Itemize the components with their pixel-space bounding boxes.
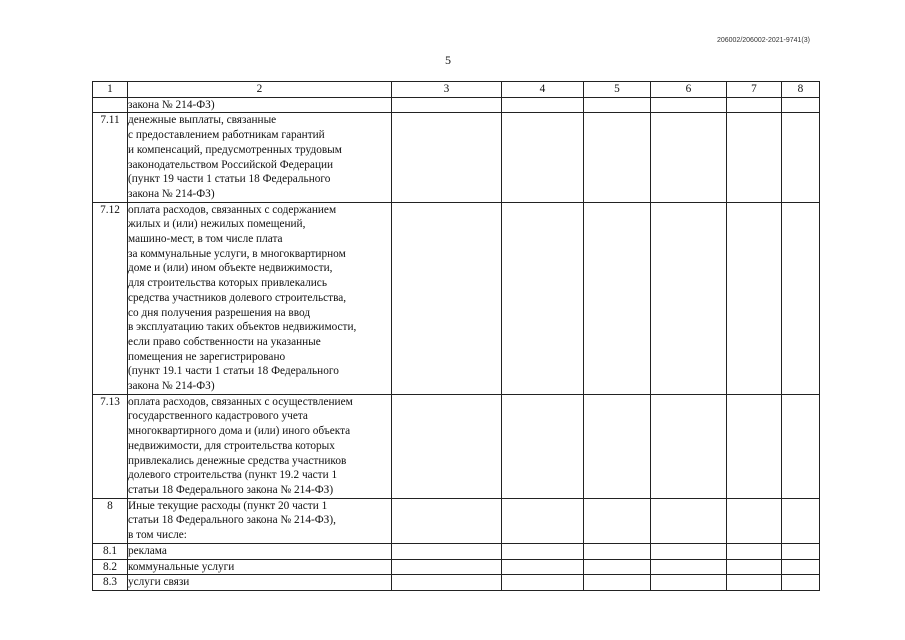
description-line: реклама [128,544,167,557]
description-line: и компенсаций, предусмотренных трудовым [128,143,342,156]
row-description [128,498,392,543]
expenses-table [92,81,820,591]
row-description [128,97,392,113]
description-line: денежные выплаты, связанные [128,114,277,127]
row-number: 8 [93,498,128,543]
row-number [93,97,128,113]
description-line: жилых и (или) нежилых помещений, [128,218,306,231]
description-line: Иные текущие расходы (пункт 20 части 1 [128,499,328,512]
value-cell-7 [727,97,782,113]
row-number: 8.1 [93,543,128,559]
value-cell-5 [584,113,651,202]
row-number: 8.3 [93,575,128,591]
table-row [93,394,820,498]
value-cell-6 [651,543,727,559]
value-cell-3 [392,575,502,591]
value-cell-3 [392,559,502,575]
table-row [93,543,820,559]
value-cell-8 [782,498,820,543]
value-cell-4 [502,97,584,113]
header-cell-7: 7 [727,82,782,98]
value-cell-3 [392,394,502,498]
header-cell-2: 2 [128,82,392,98]
value-cell-6 [651,202,727,394]
description-line: недвижимости, для строительства которых [128,439,335,452]
description-line: услуги связи [128,576,190,589]
value-cell-4 [502,394,584,498]
value-cell-5 [584,559,651,575]
description-line: государственного кадастрового учета [128,410,308,423]
header-cell-4: 4 [502,82,584,98]
value-cell-6 [651,559,727,575]
description-line: долевого строительства (пункт 19.2 части 1 [128,469,338,482]
description-line: в эксплуатацию таких объектов недвижимости, [128,321,357,334]
value-cell-8 [782,559,820,575]
row-description [128,202,392,394]
value-cell-6 [651,575,727,591]
table-row [93,575,820,591]
description-line: оплата расходов, связанных с содержанием [128,203,337,216]
description-line: многоквартирного дома и (или) иного объекта [128,425,351,438]
table-row [93,202,820,394]
value-cell-7 [727,394,782,498]
value-cell-3 [392,202,502,394]
value-cell-6 [651,394,727,498]
table-row [93,498,820,543]
table-row [93,559,820,575]
value-cell-5 [584,394,651,498]
value-cell-7 [727,575,782,591]
row-number: 7.13 [93,394,128,498]
value-cell-4 [502,575,584,591]
table-row [93,113,820,202]
value-cell-7 [727,498,782,543]
value-cell-7 [727,202,782,394]
value-cell-6 [651,498,727,543]
description-line: в том числе: [128,529,187,542]
description-line: со дня получения разрешения на ввод [128,306,311,319]
value-cell-8 [782,202,820,394]
document-code: 206002/206002-2021-9741(3) [716,37,810,44]
value-cell-6 [651,113,727,202]
description-line: закона № 214-ФЗ) [128,187,215,200]
value-cell-8 [782,113,820,202]
header-cell-6: 6 [651,82,727,98]
description-line: (пункт 19 части 1 статьи 18 Федерального [128,173,331,186]
value-cell-5 [584,97,651,113]
header-cell-5: 5 [584,82,651,98]
value-cell-8 [782,97,820,113]
value-cell-3 [392,498,502,543]
description-line: законодательством Российской Федерации [128,158,334,171]
table-row [93,97,820,113]
description-line: машино-мест, в том числе плата [128,233,283,246]
value-cell-5 [584,498,651,543]
description-line: с предоставлением работникам гарантий [128,129,325,142]
row-number: 8.2 [93,559,128,575]
value-cell-4 [502,543,584,559]
description-line: помещения не зарегистрировано [128,350,286,363]
value-cell-5 [584,202,651,394]
description-line: доме и (или) ином объекте недвижимости, [128,262,333,275]
value-cell-4 [502,113,584,202]
value-cell-3 [392,113,502,202]
description-line: коммунальные услуги [128,560,235,573]
value-cell-4 [502,498,584,543]
description-line: (пункт 19.1 части 1 статьи 18 Федерального [128,365,339,378]
description-line: если право собственности на указанные [128,335,321,348]
row-description [128,575,392,591]
value-cell-3 [392,97,502,113]
header-row [93,82,820,98]
value-cell-8 [782,575,820,591]
description-line: привлекались денежные средства участников [128,454,347,467]
page-number: 5 [445,53,451,67]
value-cell-7 [727,113,782,202]
description-line: статьи 18 Федерального закона № 214-ФЗ) [128,483,334,496]
description-line: для строительства которых привлекались [128,277,327,290]
value-cell-4 [502,559,584,575]
table-body [93,82,820,591]
row-description [128,559,392,575]
row-description [128,543,392,559]
description-line: закона № 214-ФЗ) [128,380,215,393]
row-description [128,394,392,498]
header-cell-8: 8 [782,82,820,98]
header-cell-3: 3 [392,82,502,98]
description-line: оплата расходов, связанных с осуществлением [128,395,353,408]
value-cell-3 [392,543,502,559]
value-cell-5 [584,543,651,559]
row-number: 7.11 [93,113,128,202]
value-cell-4 [502,202,584,394]
description-line: средства участников долевого строительства, [128,291,347,304]
description-line: закона № 214-ФЗ) [128,98,215,111]
value-cell-8 [782,394,820,498]
row-number: 7.12 [93,202,128,394]
value-cell-7 [727,559,782,575]
description-line: за коммунальные услуги, в многоквартирном [128,247,346,260]
description-line: статьи 18 Федерального закона № 214-ФЗ), [128,514,336,527]
value-cell-5 [584,575,651,591]
value-cell-6 [651,97,727,113]
value-cell-7 [727,543,782,559]
value-cell-8 [782,543,820,559]
header-cell-1: 1 [93,82,128,98]
row-description [128,113,392,202]
